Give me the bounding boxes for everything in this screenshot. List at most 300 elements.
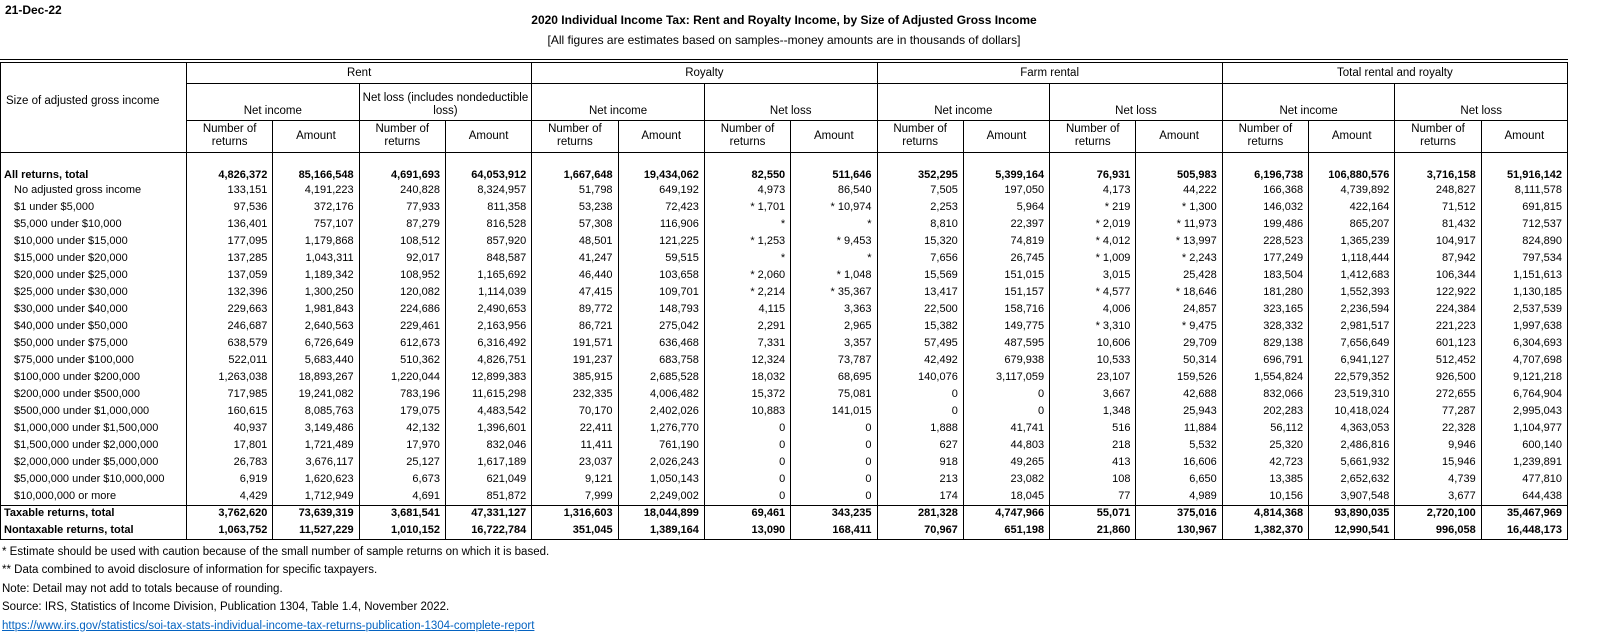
cell-value: * 2,060 xyxy=(704,267,790,284)
cell-value: 0 xyxy=(877,386,963,403)
cell-value: * 219 xyxy=(1050,199,1136,216)
cell-value: 3,363 xyxy=(791,301,877,318)
cell-value: 6,919 xyxy=(187,471,273,488)
table-row xyxy=(1,420,1568,437)
cell-value: 6,673 xyxy=(359,471,445,488)
row-label: $20,000 under $25,000 xyxy=(1,267,187,284)
cell-value: 649,192 xyxy=(618,182,704,199)
cell-value: 4,691 xyxy=(359,488,445,505)
cell-value: 4,006 xyxy=(1050,301,1136,318)
cell-value: 8,324,957 xyxy=(445,182,531,199)
cell-value: 2,026,243 xyxy=(618,454,704,471)
cell-value: 47,331,127 xyxy=(445,505,531,522)
cell-value: 3,015 xyxy=(1050,267,1136,284)
row-label: No adjusted gross income xyxy=(1,182,187,199)
row-label: $1 under $5,000 xyxy=(1,199,187,216)
cell-value: 87,279 xyxy=(359,216,445,233)
subgroup-rent-net-income: Net income xyxy=(187,83,360,120)
cell-value: 375,016 xyxy=(1136,505,1222,522)
cell-value: * xyxy=(704,250,790,267)
cell-value: 130,967 xyxy=(1136,522,1222,539)
cell-value: 5,532 xyxy=(1136,437,1222,454)
cell-value: 2,236,594 xyxy=(1309,301,1395,318)
cell-value: 1,239,891 xyxy=(1481,454,1567,471)
cell-value: 120,082 xyxy=(359,284,445,301)
cell-value: 1,712,949 xyxy=(273,488,359,505)
cell-value: 248,827 xyxy=(1395,182,1481,199)
cell-value: 3,676,117 xyxy=(273,454,359,471)
cell-value: 851,872 xyxy=(445,488,531,505)
cell-value: * xyxy=(791,250,877,267)
cell-value: 829,138 xyxy=(1222,335,1308,352)
cell-value: 413 xyxy=(1050,454,1136,471)
cell-value: 174 xyxy=(877,488,963,505)
cell-value: 1,389,164 xyxy=(618,522,704,539)
cell-value: * 2,214 xyxy=(704,284,790,301)
footnote-rounding-note: Note: Detail may not add to totals because of rounding. xyxy=(2,582,283,595)
cell-value: 72,423 xyxy=(618,199,704,216)
cell-value: 2,652,632 xyxy=(1309,471,1395,488)
cell-value: 141,015 xyxy=(791,403,877,420)
cell-value: 0 xyxy=(704,454,790,471)
cell-value: 1,721,489 xyxy=(273,437,359,454)
cell-value: 0 xyxy=(704,488,790,505)
row-label: $2,000,000 under $5,000,000 xyxy=(1,454,187,471)
cell-value: 918 xyxy=(877,454,963,471)
cell-value: 70,170 xyxy=(532,403,618,420)
row-label: Taxable returns, total xyxy=(1,505,187,522)
cell-value: 2,965 xyxy=(791,318,877,335)
cell-value: 1,382,370 xyxy=(1222,522,1308,539)
cell-value: 22,397 xyxy=(963,216,1049,233)
table-row xyxy=(1,199,1568,216)
cell-value: 926,500 xyxy=(1395,369,1481,386)
cell-value: 7,656,649 xyxy=(1309,335,1395,352)
cell-value: 229,663 xyxy=(187,301,273,318)
table-row xyxy=(1,182,1568,199)
cell-value: 600,140 xyxy=(1481,437,1567,454)
cell-value: 240,828 xyxy=(359,182,445,199)
cell-value: 3,762,620 xyxy=(187,505,273,522)
cell-value: 18,044,899 xyxy=(618,505,704,522)
cell-value: 2,163,956 xyxy=(445,318,531,335)
subgroup-royalty-net-loss: Net loss xyxy=(704,83,877,120)
cell-value: 177,095 xyxy=(187,233,273,250)
row-label: $50,000 under $75,000 xyxy=(1,335,187,352)
cell-value: 1,114,039 xyxy=(445,284,531,301)
cell-value: 2,249,002 xyxy=(618,488,704,505)
date-stamp: 21-Dec-22 xyxy=(5,3,62,17)
subgroup-farm-net-income: Net income xyxy=(877,83,1050,120)
cell-value: 177,249 xyxy=(1222,250,1308,267)
cell-value: 76,931 xyxy=(1050,152,1136,182)
row-label: $200,000 under $500,000 xyxy=(1,386,187,403)
cell-value: 55,071 xyxy=(1050,505,1136,522)
cell-value: 1,412,683 xyxy=(1309,267,1395,284)
cell-value: 19,434,062 xyxy=(618,152,704,182)
table-row xyxy=(1,318,1568,335)
row-label: $75,000 under $100,000 xyxy=(1,352,187,369)
cell-value: 5,964 xyxy=(963,199,1049,216)
cell-value: 323,165 xyxy=(1222,301,1308,318)
cell-value: 757,107 xyxy=(273,216,359,233)
cell-value: 11,411 xyxy=(532,437,618,454)
cell-value: 516 xyxy=(1050,420,1136,437)
cell-value: 246,687 xyxy=(187,318,273,335)
cell-value: 81,432 xyxy=(1395,216,1481,233)
cell-value: 41,247 xyxy=(532,250,618,267)
table-row xyxy=(1,437,1568,454)
col-group-total-rental-royalty: Total rental and royalty xyxy=(1222,61,1567,83)
cell-value: 8,810 xyxy=(877,216,963,233)
cell-value: 281,328 xyxy=(877,505,963,522)
cell-value: 77,933 xyxy=(359,199,445,216)
cell-value: 522,011 xyxy=(187,352,273,369)
cell-value: 683,758 xyxy=(618,352,704,369)
cell-value: 159,526 xyxy=(1136,369,1222,386)
cell-value: 816,528 xyxy=(445,216,531,233)
table-row xyxy=(1,352,1568,369)
cell-value: * xyxy=(791,216,877,233)
cell-value: 197,050 xyxy=(963,182,1049,199)
cell-value: 168,411 xyxy=(791,522,877,539)
cell-value: 857,920 xyxy=(445,233,531,250)
cell-value: 221,223 xyxy=(1395,318,1481,335)
cell-value: 343,235 xyxy=(791,505,877,522)
cell-value: 505,983 xyxy=(1136,152,1222,182)
cell-value: 47,415 xyxy=(532,284,618,301)
cell-value: 10,533 xyxy=(1050,352,1136,369)
cell-value: 74,819 xyxy=(963,233,1049,250)
cell-value: 372,176 xyxy=(273,199,359,216)
cell-value: 25,320 xyxy=(1222,437,1308,454)
cell-value: 10,156 xyxy=(1222,488,1308,505)
cell-value: 1,179,868 xyxy=(273,233,359,250)
cell-value: 16,606 xyxy=(1136,454,1222,471)
cell-value: 9,946 xyxy=(1395,437,1481,454)
cell-value: 75,081 xyxy=(791,386,877,403)
cell-value: 1,130,185 xyxy=(1481,284,1567,301)
cell-value: 151,015 xyxy=(963,267,1049,284)
row-label: $30,000 under $40,000 xyxy=(1,301,187,318)
cell-value: 108 xyxy=(1050,471,1136,488)
cell-value: 25,127 xyxy=(359,454,445,471)
cell-value: 6,726,649 xyxy=(273,335,359,352)
row-label: $40,000 under $50,000 xyxy=(1,318,187,335)
cell-value: 1,316,603 xyxy=(532,505,618,522)
cell-value: 7,331 xyxy=(704,335,790,352)
table-row xyxy=(1,335,1568,352)
cell-value: 865,207 xyxy=(1309,216,1395,233)
cell-value: 10,883 xyxy=(704,403,790,420)
cell-value: 9,121,218 xyxy=(1481,369,1567,386)
cell-value: 328,332 xyxy=(1222,318,1308,335)
cell-value: 106,344 xyxy=(1395,267,1481,284)
table-row xyxy=(1,522,1568,539)
cell-value: 132,396 xyxy=(187,284,273,301)
row-header-label: Size of adjusted gross income xyxy=(1,61,187,152)
cell-value: 4,707,698 xyxy=(1481,352,1567,369)
cell-value: 133,151 xyxy=(187,182,273,199)
cell-value: 651,198 xyxy=(963,522,1049,539)
cell-value: 218 xyxy=(1050,437,1136,454)
cell-value: 146,032 xyxy=(1222,199,1308,216)
cell-value: * 3,310 xyxy=(1050,318,1136,335)
cell-value: 2,537,539 xyxy=(1481,301,1567,318)
cell-value: 13,385 xyxy=(1222,471,1308,488)
cell-value: 44,803 xyxy=(963,437,1049,454)
cell-value: 4,483,542 xyxy=(445,403,531,420)
cell-value: 1,888 xyxy=(877,420,963,437)
cell-value: * 2,243 xyxy=(1136,250,1222,267)
cell-value: 109,701 xyxy=(618,284,704,301)
cell-value: 21,860 xyxy=(1050,522,1136,539)
col-header-number-of-returns: Number of returns xyxy=(704,120,790,152)
cell-value: 824,890 xyxy=(1481,233,1567,250)
cell-value: 601,123 xyxy=(1395,335,1481,352)
cell-value: 87,942 xyxy=(1395,250,1481,267)
cell-value: 1,300,250 xyxy=(273,284,359,301)
cell-value: 42,492 xyxy=(877,352,963,369)
cell-value: 0 xyxy=(877,403,963,420)
cell-value: 6,941,127 xyxy=(1309,352,1395,369)
col-group-royalty: Royalty xyxy=(532,61,877,83)
cell-value: 69,461 xyxy=(704,505,790,522)
cell-value: 108,512 xyxy=(359,233,445,250)
cell-value: 22,579,352 xyxy=(1309,369,1395,386)
cell-value: 25,943 xyxy=(1136,403,1222,420)
table-row xyxy=(1,233,1568,250)
row-label: $10,000,000 or more xyxy=(1,488,187,505)
col-header-amount: Amount xyxy=(1309,120,1395,152)
cell-value: 19,241,082 xyxy=(273,386,359,403)
cell-value: 122,922 xyxy=(1395,284,1481,301)
cell-value: 40,937 xyxy=(187,420,273,437)
cell-value: 59,515 xyxy=(618,250,704,267)
cell-value: 108,952 xyxy=(359,267,445,284)
cell-value: 8,085,763 xyxy=(273,403,359,420)
cell-value: 148,793 xyxy=(618,301,704,318)
cell-value: 73,787 xyxy=(791,352,877,369)
cell-value: 15,382 xyxy=(877,318,963,335)
table-row xyxy=(1,284,1568,301)
cell-value: 0 xyxy=(791,420,877,437)
cell-value: * 4,012 xyxy=(1050,233,1136,250)
cell-value: 1,396,601 xyxy=(445,420,531,437)
col-header-amount: Amount xyxy=(791,120,877,152)
cell-value: 42,688 xyxy=(1136,386,1222,403)
cell-value: 0 xyxy=(704,437,790,454)
table-row xyxy=(1,386,1568,403)
cell-value: 1,276,770 xyxy=(618,420,704,437)
cell-value: 385,915 xyxy=(532,369,618,386)
cell-value: 56,112 xyxy=(1222,420,1308,437)
cell-value: 51,916,142 xyxy=(1481,152,1567,182)
cell-value: 1,189,342 xyxy=(273,267,359,284)
cell-value: 1,118,444 xyxy=(1309,250,1395,267)
cell-value: 4,006,482 xyxy=(618,386,704,403)
cell-value: 15,372 xyxy=(704,386,790,403)
cell-value: 7,505 xyxy=(877,182,963,199)
cell-value: 17,970 xyxy=(359,437,445,454)
cell-value: 7,999 xyxy=(532,488,618,505)
cell-value: * 1,048 xyxy=(791,267,877,284)
cell-value: 487,595 xyxy=(963,335,1049,352)
cell-value: 23,037 xyxy=(532,454,618,471)
cell-value: 232,335 xyxy=(532,386,618,403)
cell-value: 511,646 xyxy=(791,152,877,182)
cell-value: 644,438 xyxy=(1481,488,1567,505)
cell-value: 4,989 xyxy=(1136,488,1222,505)
column-header-row xyxy=(1,120,1568,152)
table-row xyxy=(1,488,1568,505)
cell-value: 4,115 xyxy=(704,301,790,318)
cell-value: 1,552,393 xyxy=(1309,284,1395,301)
cell-value: 6,304,693 xyxy=(1481,335,1567,352)
cell-value: 1,981,843 xyxy=(273,301,359,318)
cell-value: 3,667 xyxy=(1050,386,1136,403)
cell-value: 696,791 xyxy=(1222,352,1308,369)
source-link[interactable]: https://www.irs.gov/statistics/soi-tax-stats-individual-income-tax-returns-publication-1304-complete-report xyxy=(2,619,535,632)
cell-value: 7,656 xyxy=(877,250,963,267)
cell-value: 275,042 xyxy=(618,318,704,335)
cell-value: 2,486,816 xyxy=(1309,437,1395,454)
row-label: $500,000 under $1,000,000 xyxy=(1,403,187,420)
cell-value: 712,537 xyxy=(1481,216,1567,233)
table-row xyxy=(1,505,1568,522)
cell-value: 512,452 xyxy=(1395,352,1481,369)
cell-value: 5,661,932 xyxy=(1309,454,1395,471)
cell-value: 352,295 xyxy=(877,152,963,182)
cell-value: 832,066 xyxy=(1222,386,1308,403)
cell-value: 77 xyxy=(1050,488,1136,505)
cell-value: 4,814,368 xyxy=(1222,505,1308,522)
group-header-row xyxy=(1,61,1568,83)
col-header-amount: Amount xyxy=(273,120,359,152)
cell-value: 832,046 xyxy=(445,437,531,454)
title-block xyxy=(0,0,1568,48)
table-row xyxy=(1,403,1568,420)
cell-value: 1,620,623 xyxy=(273,471,359,488)
cell-value: 202,283 xyxy=(1222,403,1308,420)
cell-value: 0 xyxy=(963,403,1049,420)
cell-value: 151,157 xyxy=(963,284,1049,301)
cell-value: * 1,300 xyxy=(1136,199,1222,216)
cell-value: 41,741 xyxy=(963,420,1049,437)
cell-value: 13,417 xyxy=(877,284,963,301)
cell-value: 4,429 xyxy=(187,488,273,505)
cell-value: 68,695 xyxy=(791,369,877,386)
cell-value: 103,658 xyxy=(618,267,704,284)
cell-value: 11,884 xyxy=(1136,420,1222,437)
cell-value: 97,536 xyxy=(187,199,273,216)
col-header-amount: Amount xyxy=(1481,120,1567,152)
cell-value: 351,045 xyxy=(532,522,618,539)
col-header-amount: Amount xyxy=(445,120,531,152)
cell-value: 4,691,693 xyxy=(359,152,445,182)
cell-value: * xyxy=(704,216,790,233)
cell-value: 717,985 xyxy=(187,386,273,403)
cell-value: 1,050,143 xyxy=(618,471,704,488)
cell-value: 51,798 xyxy=(532,182,618,199)
cell-value: 149,775 xyxy=(963,318,1049,335)
cell-value: 18,045 xyxy=(963,488,1049,505)
cell-value: 22,500 xyxy=(877,301,963,318)
cell-value: 22,411 xyxy=(532,420,618,437)
col-header-amount: Amount xyxy=(963,120,1049,152)
cell-value: * 35,367 xyxy=(791,284,877,301)
row-label: Nontaxable returns, total xyxy=(1,522,187,539)
cell-value: 16,722,784 xyxy=(445,522,531,539)
cell-value: 24,857 xyxy=(1136,301,1222,318)
cell-value: 85,166,548 xyxy=(273,152,359,182)
subgroup-header-row xyxy=(1,83,1568,120)
col-header-number-of-returns: Number of returns xyxy=(877,120,963,152)
cell-value: 12,324 xyxy=(704,352,790,369)
cell-value: 2,490,653 xyxy=(445,301,531,318)
cell-value: 1,165,692 xyxy=(445,267,531,284)
cell-value: 15,569 xyxy=(877,267,963,284)
cell-value: 1,220,044 xyxy=(359,369,445,386)
cell-value: 11,615,298 xyxy=(445,386,531,403)
cell-value: 2,291 xyxy=(704,318,790,335)
cell-value: 2,253 xyxy=(877,199,963,216)
cell-value: 224,384 xyxy=(1395,301,1481,318)
cell-value: * 9,453 xyxy=(791,233,877,250)
table-row xyxy=(1,267,1568,284)
footnotes xyxy=(0,543,1568,636)
cell-value: 16,448,173 xyxy=(1481,522,1567,539)
cell-value: 44,222 xyxy=(1136,182,1222,199)
row-label: $15,000 under $20,000 xyxy=(1,250,187,267)
cell-value: 3,677 xyxy=(1395,488,1481,505)
cell-value: 3,907,548 xyxy=(1309,488,1395,505)
cell-value: 57,308 xyxy=(532,216,618,233)
cell-value: 691,815 xyxy=(1481,199,1567,216)
footnote-data-combined: ** Data combined to avoid disclosure of information for specific taxpayers. xyxy=(2,564,378,576)
cell-value: 1,554,824 xyxy=(1222,369,1308,386)
cell-value: 6,650 xyxy=(1136,471,1222,488)
col-header-amount: Amount xyxy=(1136,120,1222,152)
cell-value: 179,075 xyxy=(359,403,445,420)
footnote-estimate-caution: * Estimate should be used with caution because of the small number of sample returns on which it is based. xyxy=(2,545,550,558)
cell-value: 23,082 xyxy=(963,471,1049,488)
cell-value: 137,285 xyxy=(187,250,273,267)
table-row xyxy=(1,216,1568,233)
cell-value: 1,151,613 xyxy=(1481,267,1567,284)
cell-value: * 10,974 xyxy=(791,199,877,216)
cell-value: 4,363,053 xyxy=(1309,420,1395,437)
cell-value: 1,043,311 xyxy=(273,250,359,267)
cell-value: 10,418,024 xyxy=(1309,403,1395,420)
cell-value: * 1,701 xyxy=(704,199,790,216)
table-row xyxy=(1,250,1568,267)
cell-value: 4,826,372 xyxy=(187,152,273,182)
cell-value: 5,399,164 xyxy=(963,152,1049,182)
page-subtitle: [All figures are estimates based on samples--money amounts are in thousands of dollars] xyxy=(547,33,1021,47)
row-label: $5,000 under $10,000 xyxy=(1,216,187,233)
cell-value: 26,745 xyxy=(963,250,1049,267)
cell-value: 2,685,528 xyxy=(618,369,704,386)
cell-value: 77,287 xyxy=(1395,403,1481,420)
cell-value: 2,981,517 xyxy=(1309,318,1395,335)
cell-value: 8,111,578 xyxy=(1481,182,1567,199)
cell-value: 5,683,440 xyxy=(273,352,359,369)
cell-value: 1,348 xyxy=(1050,403,1136,420)
cell-value: 42,723 xyxy=(1222,454,1308,471)
cell-value: 6,316,492 xyxy=(445,335,531,352)
cell-value: 1,063,752 xyxy=(187,522,273,539)
